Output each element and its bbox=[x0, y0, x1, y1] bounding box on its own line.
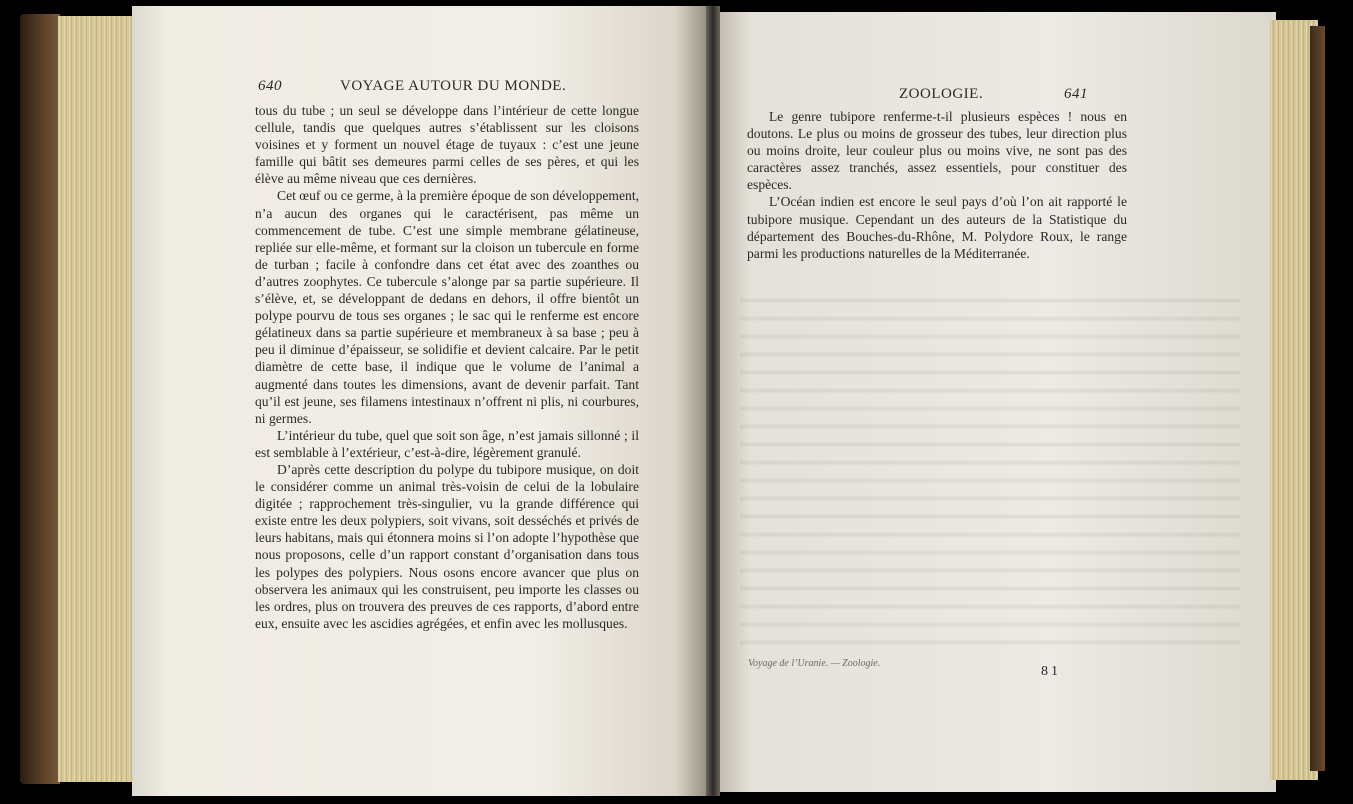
left-paragraph-3: L’intérieur du tube, quel que soit son âge, n’est jamais sillonné ; il est semblable à l’extérieur, c’est-à-dire, légèrement granulé. bbox=[255, 427, 639, 460]
left-running-title: VOYAGE AUTOUR DU MONDE. bbox=[340, 78, 567, 94]
signature-line: Voyage de l’Uranie. — Zoologie. bbox=[748, 658, 881, 669]
show-through-text bbox=[740, 290, 1240, 650]
book-gutter bbox=[706, 6, 720, 796]
book-cover-right bbox=[1310, 26, 1325, 771]
book-cover-left bbox=[20, 14, 60, 784]
right-page-number: 641 bbox=[1064, 86, 1088, 102]
signature-mark: 81 bbox=[1041, 664, 1061, 679]
left-page-number: 640 bbox=[258, 78, 282, 94]
right-paragraph-1: Le genre tubipore renferme-t-il plusieurs espèces ! nous en doutons. Le plus ou moins de grosseur des tubes, leur direction plus ou moins droite, leur couleur plus ou moins vive, ne sont pas des caractères assez tranchés, assez essentiels, pour constituer des espèces. bbox=[747, 109, 1127, 193]
left-page-body bbox=[255, 102, 639, 632]
left-paragraph-1: tous du tube ; un seul se développe dans l’intérieur de cette longue cellule, tandis que quelques autres s’établissent sur les cloisons voisines et y forment un nouvel étage de tuyaux : c’est une jeune famille qui bâtit ses demeures parmi celles de ses pères, et qui les élève au même niveau que ces dernières. bbox=[255, 103, 639, 187]
left-paragraph-4: D’après cette description du polype du tubipore musique, on doit le considérer comme un animal très-voisin de celui de la lobulaire digitée ; rapprochement très-singulier, vu la grande différence qui existe entre les deux polypiers, soit vivans, soit desséchés et privés de leurs habitans, mais qui étonnera moins si l’on adopte l’hypothèse que nous proposons, celle d’un rapport constant d’organisation dans tous les polypes des polypiers. Nous osons encore avancer que plus on observera les animaux qui les construisent, peu importe les classes ou les ordres, plus on trouvera des preuves de ces rapports, d’abord entre eux, ensuite avec les ascidies agrégées, et enfin avec les mollusques. bbox=[255, 461, 639, 631]
right-page-body bbox=[747, 108, 1127, 262]
left-paragraph-2: Cet œuf ou ce germe, à la première époque de son développement, n’a aucun des organes qui le caractérisent, pas même un commencement de tube. C’est une simple membrane gélatineuse, repliée sur elle-même, et formant sur la cloison un tubercule en forme de turban ; facile à confondre dans cet état avec des zoanthes ou d’autres zoophytes. Ce tubercule s’alonge par sa partie supérieure. Il s’élève, et, se développant de dedans en dehors, il offre bientôt un polype pourvu de tous ses organes ; le sac qui le renferme est encore gélatineux dans sa partie supérieure et membraneux à sa base ; peu à peu il diminue d’épaisseur, se solidifie et devient calcaire. Par le petit diamètre de cette base, il indique que le volume de l’animal a augmenté dans toutes les dimensions, avant de devenir parfait. Tant qu’il est jeune, ses filamens intestinaux n’offrent ni plis, ni courbures, ni germes. bbox=[255, 188, 639, 426]
right-paragraph-2: L’Océan indien est encore le seul pays d’où l’on ait rapporté le tubipore musique. Cependant un des auteurs de la Statistique du département des Bouches-du-Rhône, M. Polydore Roux, le range parmi les productions naturelles de la Méditerranée. bbox=[747, 194, 1127, 261]
right-running-title: ZOOLOGIE. bbox=[899, 86, 984, 102]
